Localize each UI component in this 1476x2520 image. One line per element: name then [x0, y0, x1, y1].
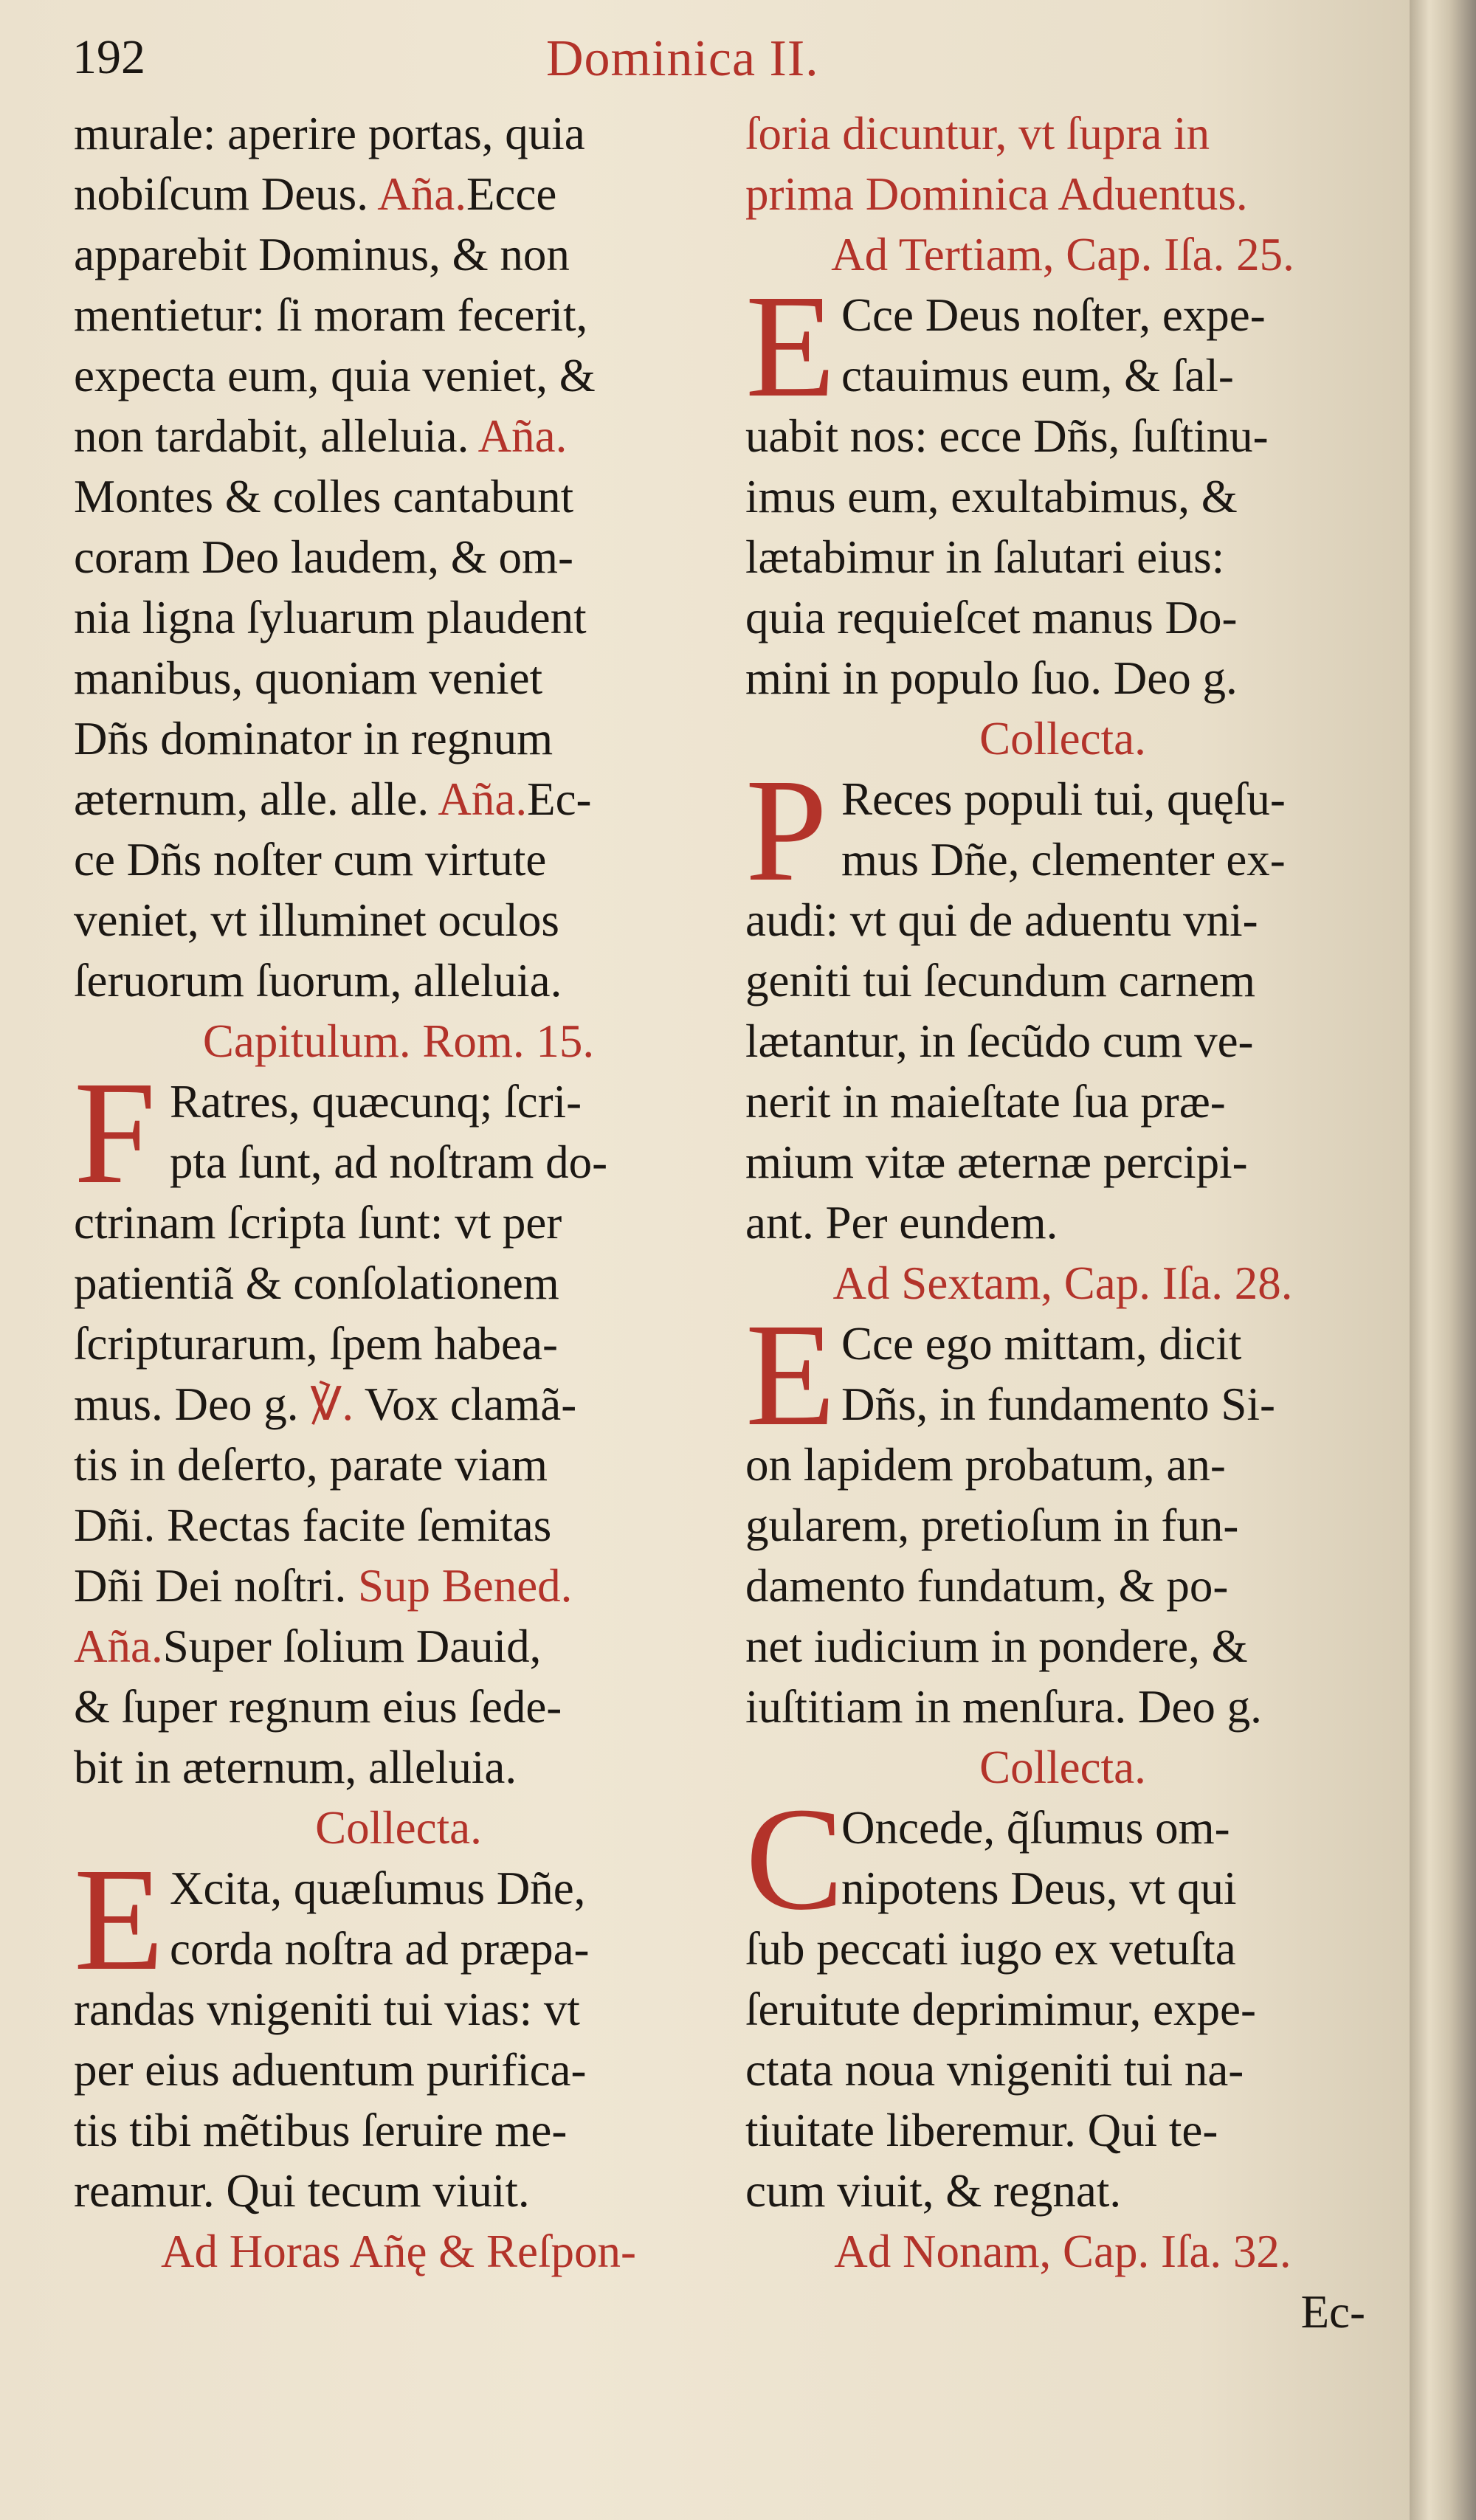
text-line: Cce Deus noſter, expe- — [841, 289, 1266, 341]
drop-cap-initial: E — [745, 1294, 836, 1457]
tertia-paragraph — [745, 265, 1380, 708]
text-line: net iudicium in pondere, & — [745, 1620, 1248, 1672]
text-line: quia requieſcet manus Do- — [745, 592, 1238, 643]
text-line: Dñi. Rectas facite ſemitas — [74, 1499, 552, 1551]
sexta-paragraph — [745, 1294, 1380, 1737]
drop-cap-initial: F — [74, 1052, 156, 1215]
text-line — [74, 1374, 723, 1435]
text-line: randas vnigeniti tui vias: vt — [74, 1984, 580, 2035]
text-line: ctauimus eum, & ſal- — [841, 350, 1234, 401]
right-column — [745, 103, 1380, 2342]
text-line: Cce ego mittam, dicit — [841, 1318, 1242, 1370]
collecta-paragraph — [745, 749, 1380, 1253]
text-line — [74, 164, 723, 224]
text-fragment: Vox clamã- — [364, 1378, 577, 1430]
text-line: damento fundatum, & po- — [745, 1560, 1229, 1612]
text-line — [74, 406, 723, 466]
text-line: on lapidem probatum, an- — [745, 1439, 1226, 1491]
text-line: Xcita, quæſumus Dñe, — [170, 1863, 586, 1914]
page-number: 192 — [72, 30, 145, 84]
text-line: ant. Per eundem. — [745, 1197, 1058, 1249]
nona-heading: Ad Nonam, Cap. Iſa. 32. — [834, 2226, 1292, 2277]
text-line: uabit nos: ecce Dñs, ſuſtinu- — [745, 410, 1269, 462]
text-line: apparebit Dominus, & non — [74, 229, 570, 280]
text-line: lætantur, in ſecũdo cum ve- — [745, 1015, 1254, 1067]
text-line: nerit in maieſtate ſua præ- — [745, 1076, 1226, 1128]
text-line: ctrinam ſcripta ſunt: vt per — [74, 1197, 562, 1249]
text-fragment: mus. Deo g. — [74, 1378, 299, 1430]
benedictus-rubric: Sup Bened. — [357, 1560, 573, 1612]
rubric-line: ſoria dicuntur, vt ſupra in — [745, 108, 1210, 159]
text-line: manibus, quoniam veniet — [74, 652, 543, 704]
text-line: ſeruitute deprimimur, expe- — [745, 1984, 1256, 2035]
text-line: ſeruorum ſuorum, alleluia. — [74, 955, 562, 1007]
text-line: ce Dñs noſter cum virtute — [74, 834, 547, 886]
text-line: pta ſunt, ad noſtram do- — [170, 1136, 608, 1188]
text-line: nipotens Deus, vt qui — [841, 1863, 1237, 1914]
antiphon-rubric: Aña. — [438, 773, 528, 825]
text-line: lætabimur in ſalutari eius: — [745, 531, 1225, 583]
text-line: coram Deo laudem, & om- — [74, 531, 574, 583]
hours-rubric: Ad Horas Añę & Reſpon- — [161, 2226, 636, 2277]
text-line: imus eum, exultabimus, & — [745, 471, 1238, 522]
text-line: cum viuit, & regnat. — [745, 2165, 1122, 2217]
collecta-heading: Collecta. — [315, 1802, 482, 1854]
antiphon-rubric: Aña. — [377, 168, 466, 220]
sexta-heading: Ad Sextam, Cap. Iſa. 28. — [832, 1257, 1293, 1309]
text-line: ſub peccati iugo ex vetuſta — [745, 1923, 1236, 1975]
text-fragment: non tardabit, alleluia. — [74, 410, 469, 462]
text-line — [74, 769, 723, 829]
text-line — [74, 1556, 723, 1616]
rubric-line: prima Dominica Aduentus. — [745, 168, 1248, 220]
text-fragment: Dñi Dei noſtri. — [74, 1560, 347, 1612]
text-line: Dñs, in fundamento Si- — [841, 1378, 1275, 1430]
text-line: ſcripturarum, ſpem habea- — [74, 1318, 558, 1370]
text-line: mus Dñe, clementer ex- — [841, 834, 1286, 886]
collecta-paragraph — [74, 1838, 723, 2221]
antiphon-rubric: Aña. — [477, 410, 568, 462]
left-column — [74, 103, 723, 2282]
text-line: Montes & colles cantabunt — [74, 471, 574, 522]
text-line: gularem, pretioſum in fun- — [745, 1499, 1239, 1551]
text-line: tis in deſerto, parate viam — [74, 1439, 548, 1491]
text-line: nia ligna ſyluarum plaudent — [74, 592, 587, 643]
text-line: bit in æternum, alleluia. — [74, 1741, 517, 1793]
capitulum-heading: Capitulum. Rom. 15. — [202, 1015, 595, 1067]
drop-cap-initial: E — [745, 265, 836, 428]
text-line: corda noſtra ad præpa- — [170, 1923, 590, 1975]
running-head: Dominica II. — [546, 30, 819, 87]
book-gutter — [1410, 0, 1476, 2520]
text-line: & ſuper regnum eius ſede- — [74, 1681, 562, 1733]
capitulum-paragraph — [74, 1052, 723, 1798]
text-fragment: Ecce — [466, 168, 557, 220]
text-line: veniet, vt illuminet oculos — [74, 894, 559, 946]
text-line: Oncede, q̃ſumus om- — [841, 1802, 1230, 1854]
tertia-heading: Ad Tertiam, Cap. Iſa. 25. — [831, 229, 1294, 280]
text-line: reamur. Qui tecum viuit. — [74, 2165, 530, 2217]
text-line: ctata noua vnigeniti tui na- — [745, 2044, 1244, 2096]
text-line — [74, 1616, 723, 1677]
text-line: Dñs dominator in regnum — [74, 713, 554, 764]
text-line: per eius aduentum purifica- — [74, 2044, 587, 2096]
versicle-icon: ℣. — [310, 1378, 354, 1430]
catchword: Ec- — [1300, 2286, 1365, 2338]
text-line: mentietur: ſi moram fecerit, — [74, 289, 588, 341]
text-line: geniti tui ſecundum carnem — [745, 955, 1256, 1007]
collecta-heading: Collecta. — [979, 1741, 1146, 1793]
drop-cap-initial: P — [745, 749, 828, 912]
text-fragment: nobiſcum Deus. — [74, 168, 368, 220]
text-line: tiuitate liberemur. Qui te- — [745, 2105, 1218, 2156]
text-line: Reces populi tui, quęſu- — [841, 773, 1286, 825]
collecta-paragraph — [745, 1778, 1380, 2221]
text-fragment: Super ſolium Dauid, — [162, 1620, 542, 1672]
text-line: mini in populo ſuo. Deo g. — [745, 652, 1238, 704]
text-line: tis tibi mẽtibus ſeruire me- — [74, 2105, 568, 2156]
text-line: iuſtitiam in menſura. Deo g. — [745, 1681, 1262, 1733]
text-line: murale: aperire portas, quia — [74, 108, 585, 159]
text-line: mium vitæ æternæ percipi- — [745, 1136, 1248, 1188]
text-line: patientiã & conſolationem — [74, 1257, 559, 1309]
text-line: expecta eum, quia veniet, & — [74, 350, 596, 401]
text-fragment: æternum, alle. alle. — [74, 773, 430, 825]
text-line: Ratres, quæcunq; ſcri- — [170, 1076, 582, 1128]
text-fragment: Ec- — [527, 773, 592, 825]
antiphon-rubric: Aña. — [74, 1620, 163, 1672]
drop-cap-initial: E — [74, 1838, 165, 2001]
collecta-heading: Collecta. — [979, 713, 1146, 764]
drop-cap-initial: C — [745, 1778, 844, 1941]
text-line: audi: vt qui de aduentu vni- — [745, 894, 1258, 946]
